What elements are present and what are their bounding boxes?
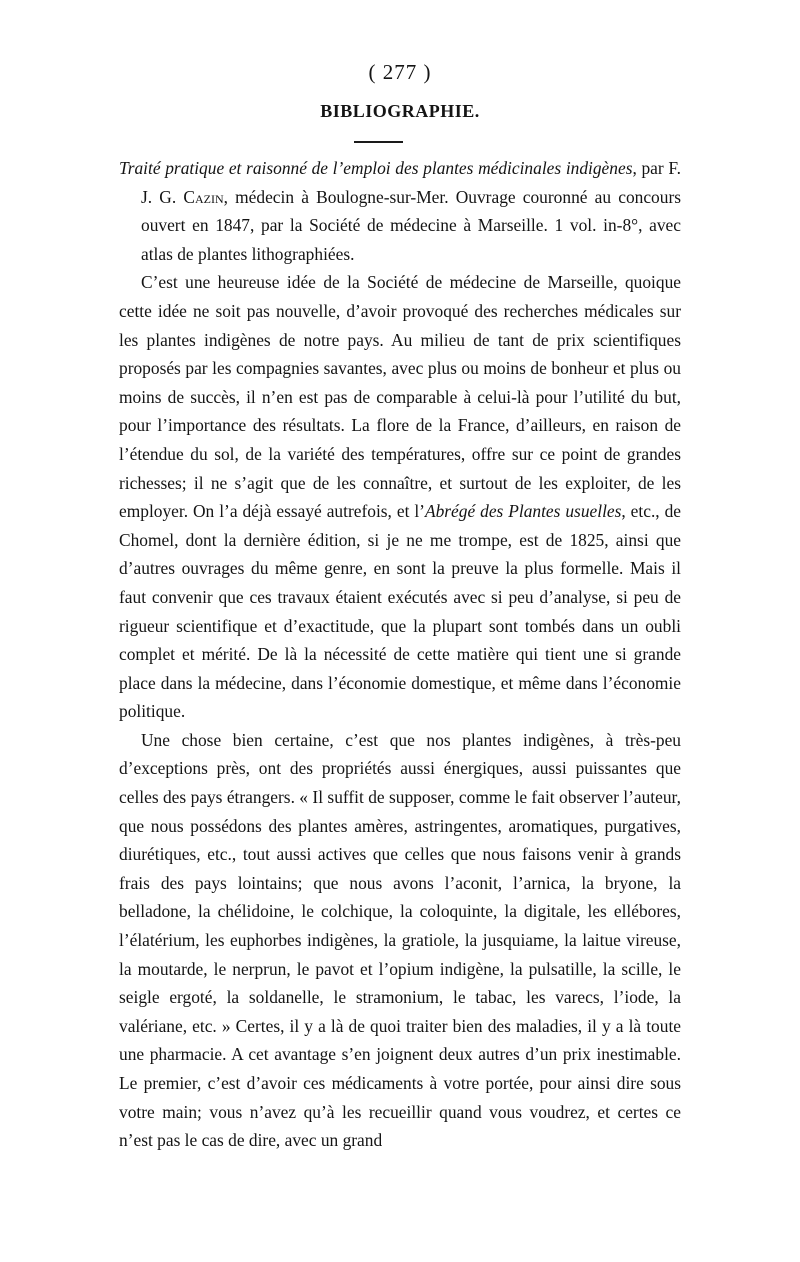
- paragraph-1-text-before: C’est une heureuse idée de la Société de médecine de Marseille, quoique cette idée ne soit pas nouvelle, d’avoir provoqué des recherches médicales sur les plantes indigènes de notre pays. Au milieu de tant de prix scientifiques proposés par les compagnies savantes, avec plus ou moins de bonheur et plus ou moins de succès, il n’en est pas de comparable à celui-là pour l’utilité du but, pour l’importance des résultats. La flore de la France, d’ailleurs, en raison de l’étendue du sol, de la variété des températures, offre sur ce point de grandes richesses; il ne s’agit que de les connaître, et surtout de les exploiter, de les employer. On l’a déjà essayé autrefois, et l’: [119, 272, 681, 522]
- reference-author: Cazin: [183, 186, 224, 207]
- review-paragraph-2: Une chose bien certaine, c’est que nos plantes indigènes, à très-peu d’exceptions près, ont des propriétés aussi énergiques, aussi puissantes que celles des pays étrangers. « Il suffit de supposer, comme le fait observer l’auteur, que nous possédons des plantes amères, astringentes, aromatiques, purgatives, diurétiques, etc., tout aussi actives que celles que nous faisons venir à grands frais des pays lointains; que nous avons l’aconit, l’arnica, la bryone, la belladone, la chélidoine, le colchique, la coloquinte, la digitale, les ellébores, l’élatérium, les euphorbes indigènes, la gratiole, la jusquiame, la laitue vireuse, la moutarde, le nerprun, le pavot et l’opium indigène, la pulsatille, la scille, le seigle ergoté, la soldanelle, le stramonium, le tabac, les varecs, l’iode, la valériane, etc. » Certes, il y a là de quoi traiter bien des maladies, il y a là toute une pharmacie. A cet avantage s’en joignent deux autres d’un prix inestimable. Le premier, c’est d’avoir ces médicaments à votre portée, pour ainsi dire sous votre main; vous n’avez qu’à les recueillir quand vous voudrez, et certes ce n’est pas le cas de dire, avec un grand: [119, 729, 681, 1151]
- reference-title: Traité pratique et raisonné de l’emploi des plantes médicinales indigènes: [119, 158, 633, 178]
- body-text: [119, 154, 681, 1155]
- reference-details: , médecin à Boulogne-sur-Mer. Ouvrage couronné au concours ouvert en 1847, par la Société de médecine à Marseille. 1 vol. in-8°, avec atlas de plantes lithographiées.: [141, 186, 682, 264]
- reference-by: , par F. J. G.: [141, 158, 681, 207]
- cited-work-title: Abrégé des Plantes usuelles: [424, 501, 622, 522]
- title-rule: [354, 141, 403, 143]
- section-title: BIBLIOGRAPHIE.: [320, 101, 480, 121]
- review-paragraph-1: [119, 268, 681, 726]
- page-number: ( 277 ): [368, 60, 432, 84]
- paragraph-1-text-after: , etc., de Chomel, dont la dernière édition, si je ne me trompe, est de 1825, ainsi que d’autres ouvrages du même genre, en sont la preuve la plus formelle. Mais il faut convenir que ces travaux étaient exécutés avec si peu d’analyse, si peu de rigueur scientifique et d’exactitude, que la plupart sont tombés dans un oubli complet et mérité. De là la nécessité de cette matière qui tient une si grande place dans la médecine, dans l’économie domestique, et même dans l’économie politique.: [119, 501, 681, 722]
- bibliographic-reference: [119, 154, 681, 268]
